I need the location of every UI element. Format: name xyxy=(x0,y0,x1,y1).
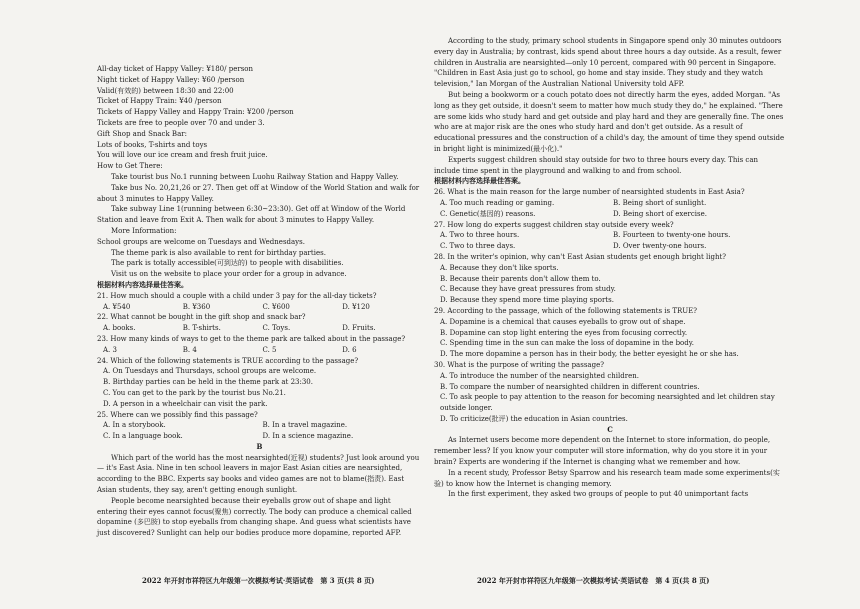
option-b: B. Being short of sunlight. xyxy=(613,198,707,207)
notice-line: More Information: xyxy=(111,226,177,235)
option-d: D. In a science magazine. xyxy=(262,432,354,441)
notice-line: Visit us on the website to place your order for a group in advance. xyxy=(111,270,347,279)
option-c: C. Because they have great pressures from study. xyxy=(440,285,616,294)
option-c: C. In a language book. xyxy=(103,432,183,441)
question-stem: 28. In the writer's opinion, why can't East Asian students get enough bright light? xyxy=(434,252,727,261)
notice-line: Lots of books, T-shirts and toys xyxy=(97,140,208,149)
option-d: D. Fruits. xyxy=(342,324,376,333)
notice-line: Tickets of Happy Valley and Happy Train: ¥200 /person xyxy=(97,108,294,117)
question-22 xyxy=(97,312,422,334)
option-d: D. Being short of exercise. xyxy=(613,209,707,218)
option-c: C. 5 xyxy=(262,345,277,354)
question-26 xyxy=(434,187,786,219)
section-c-heading: C xyxy=(607,424,613,434)
instruction-heading: 根据材料内容选择最佳答案。 xyxy=(97,279,188,289)
notice-line: Ticket of Happy Train: ¥40 /person xyxy=(97,97,222,106)
question-stem: 25. Where can we possibly find this passage? xyxy=(97,410,258,419)
option-d: D. To criticize(批评) the education in Asian countries. xyxy=(440,414,628,423)
question-25 xyxy=(97,410,422,442)
passage-paragraph: According to the study, primary school students in Singapore spend only 30 minutes outdoors every day in Australia; by contrast, kids spend about three hours a day outside. As a result, fewer children in Australia are nearsighted—only 10 percent, compared with 90 percent in Singapore. "Children in East Asia just go to school, go home and stay inside. They study and they watch television," Ian Morgan of the Australian National University told AFP. xyxy=(434,37,782,89)
option-b: B. Dopamine can stop light entering the eyes from focusing correctly. xyxy=(440,328,688,337)
option-c: C. ¥600 xyxy=(262,302,290,311)
notice-line: You will love our ice cream and fresh fruit juice. xyxy=(97,151,268,160)
question-30 xyxy=(434,360,786,425)
section-b-heading: B xyxy=(256,441,263,451)
notice-line: All-day ticket of Happy Valley: ¥180/ person xyxy=(97,65,254,73)
option-d: D. Because they spend more time playing sports. xyxy=(440,296,614,305)
option-c: C. Genetic(基因的) reasons. xyxy=(440,209,536,218)
option-d: D. 6 xyxy=(342,345,357,354)
option-a: A. 3 xyxy=(103,345,117,354)
option-a: A. ¥540 xyxy=(103,302,131,311)
notice-line: Valid(有效的) between 18:30 and 22:00 xyxy=(97,86,234,95)
question-28 xyxy=(434,252,786,306)
question-stem: 21. How much should a couple with a child under 3 pay for the all-day tickets? xyxy=(97,291,377,300)
option-b: B. Fourteen to twenty-one hours. xyxy=(613,231,731,240)
option-c: C. Spending time in the sun can make the loss of dopamine in the body. xyxy=(440,339,694,348)
notice-line: Take tourist bus No.1 running between Luohu Railway Station and Happy Valley. xyxy=(111,172,399,181)
instruction-heading: 根据材料内容选择最佳答案。 xyxy=(434,176,525,186)
option-a: A. Two to three hours. xyxy=(440,231,520,240)
option-d: D. The more dopamine a person has in their body, the better eyesight he or she has. xyxy=(440,350,739,359)
left-page-column xyxy=(97,64,422,539)
option-a: A. books. xyxy=(103,324,136,333)
question-29 xyxy=(434,306,786,360)
passage-paragraph: But being a bookworm or a couch potato does not directly harm the eyes, added Morgan. "As long as they get outside, it doesn't seem to matter how much study they do," he explained. "There are some kids who study hard and get outside and play hard and they are generally fine. The ones who are at major risk are the ones who study hard and don't get outside. As a result of educational pressures and the construction of a child's day, the amount of time they spend outside in bright light is minimized(最小化)." xyxy=(434,90,785,153)
option-c: C. Toys. xyxy=(262,324,291,333)
passage-paragraph: People become nearsighted because their eyeballs grow out of shape and light entering their eyes cannot focus(聚焦) correctly. The body can produce a chemical called dopamine (多巴胺) to stop eyeballs from changing shape. And guess what scientists have just discovered? Sunlight can help our bodies produce more dopamine, reported AFP. xyxy=(97,496,412,538)
option-b: B. To compare the number of nearsighted children in different countries. xyxy=(440,382,700,391)
notice-line: Gift Shop and Snack Bar: xyxy=(97,129,187,138)
notice-line: How to Get There: xyxy=(97,162,163,171)
question-27 xyxy=(434,220,786,252)
notice-line: School groups are welcome on Tuesdays and Wednesdays. xyxy=(97,237,305,246)
option-b: B. In a travel magazine. xyxy=(262,421,348,430)
question-21 xyxy=(97,291,422,313)
question-24 xyxy=(97,356,422,410)
option-a: A. Dopamine is a chemical that causes eyeballs to grow out of shape. xyxy=(440,317,686,326)
question-stem: 27. How long do experts suggest children stay outside every week? xyxy=(434,220,674,229)
option-c: C. Two to three days. xyxy=(440,242,516,251)
notice-block xyxy=(97,64,422,280)
question-stem: 30. What is the purpose of writing the passage? xyxy=(434,360,604,369)
option-a: A. Because they don't like sports. xyxy=(440,263,559,272)
question-stem: 24. Which of the following statements is TRUE according to the passage? xyxy=(97,356,359,365)
option-b: B. Birthday parties can be held in the theme park at 23:30. xyxy=(103,378,313,387)
passage-paragraph: Experts suggest children should stay outside for two to three hours every day. This can include time spent in the playground and walking to and from school. xyxy=(434,155,759,175)
passage-paragraph: Which part of the world has the most nearsighted(近视) students? Just look around you — it's East Asia. Nine in ten school leavers in major East Asian cities are nearsighted, according to the BBC. Experts say books and video games are not to blame(指责). East Asian students, they say, aren't getting enough sunlight. xyxy=(97,453,420,495)
option-b: B. ¥360 xyxy=(182,302,211,311)
option-b: B. 4 xyxy=(182,345,197,354)
question-stem: 22. What cannot be bought in the gift shop and snack bar? xyxy=(97,313,306,322)
notice-line: The theme park is also available to rent for birthday parties. xyxy=(111,248,326,257)
passage-paragraph: In the first experiment, they asked two groups of people to put 40 unimportant facts xyxy=(448,490,749,499)
passage-paragraph: In a recent study, Professor Betsy Sparrow and his research team made some experiments(实验) to know how the Internet is changing memory. xyxy=(434,468,780,488)
option-d: D. ¥120 xyxy=(342,302,370,311)
option-a: A. In a storybook. xyxy=(103,421,166,430)
question-23 xyxy=(97,334,422,356)
option-a: A. On Tuesdays and Thursdays, school groups are welcome. xyxy=(103,367,317,376)
question-stem: 29. According to the passage, which of the following statements is TRUE? xyxy=(434,306,698,315)
notice-line: Night ticket of Happy Valley: ¥60 /person xyxy=(97,75,245,84)
page-footer-left: 2022 年开封市祥符区九年级第一次模拟考试·英语试卷 第 3 页(共 8 页) xyxy=(142,576,375,585)
question-stem: 26. What is the main reason for the large number of nearsighted students in East Asia? xyxy=(434,188,745,197)
option-c: C. You can get to the park by the tourist bus No.21. xyxy=(103,388,286,397)
passage-paragraph: As Internet users become more dependent on the Internet to store information, do people, remember less? If you know your computer will store information, why do you store it in your brain? Experts are wondering if the Internet is changing what we remember and how. xyxy=(434,436,771,467)
notice-line: The park is totally accessible(可到达的) to people with disabilities. xyxy=(111,259,344,268)
right-page-column xyxy=(434,36,786,500)
question-stem: 23. How many kinds of ways to get to the theme park are talked about in the passage? xyxy=(97,334,406,343)
option-d: D. A person in a wheelchair can visit the park. xyxy=(103,399,268,408)
notice-line: Take subway Line 1(running between 6:30~23:30). Get off at Window of the World Station and leave from Exit A. Then walk for about 3 minutes to Happy Valley. xyxy=(97,205,406,225)
option-d: D. Over twenty-one hours. xyxy=(613,242,707,251)
option-b: B. Because their parents don't allow them to. xyxy=(440,274,601,283)
option-c: C. To ask people to pay attention to the reason for becoming nearsighted and let children stay outside longer. xyxy=(440,393,775,413)
option-a: A. To introduce the number of the nearsighted children. xyxy=(440,371,639,380)
notice-line: Tickets are free to people over 70 and under 3. xyxy=(97,118,265,127)
notice-line: Take bus No. 20,21,26 or 27. Then get off at Window of the World Station and walk for about 3 minutes to Happy Valley. xyxy=(97,183,420,203)
page-footer-right: 2022 年开封市祥符区九年级第一次模拟考试·英语试卷 第 4 页(共 8 页) xyxy=(477,576,710,585)
option-b: B. T-shirts. xyxy=(182,324,221,333)
option-a: A. Too much reading or gaming. xyxy=(440,198,555,207)
